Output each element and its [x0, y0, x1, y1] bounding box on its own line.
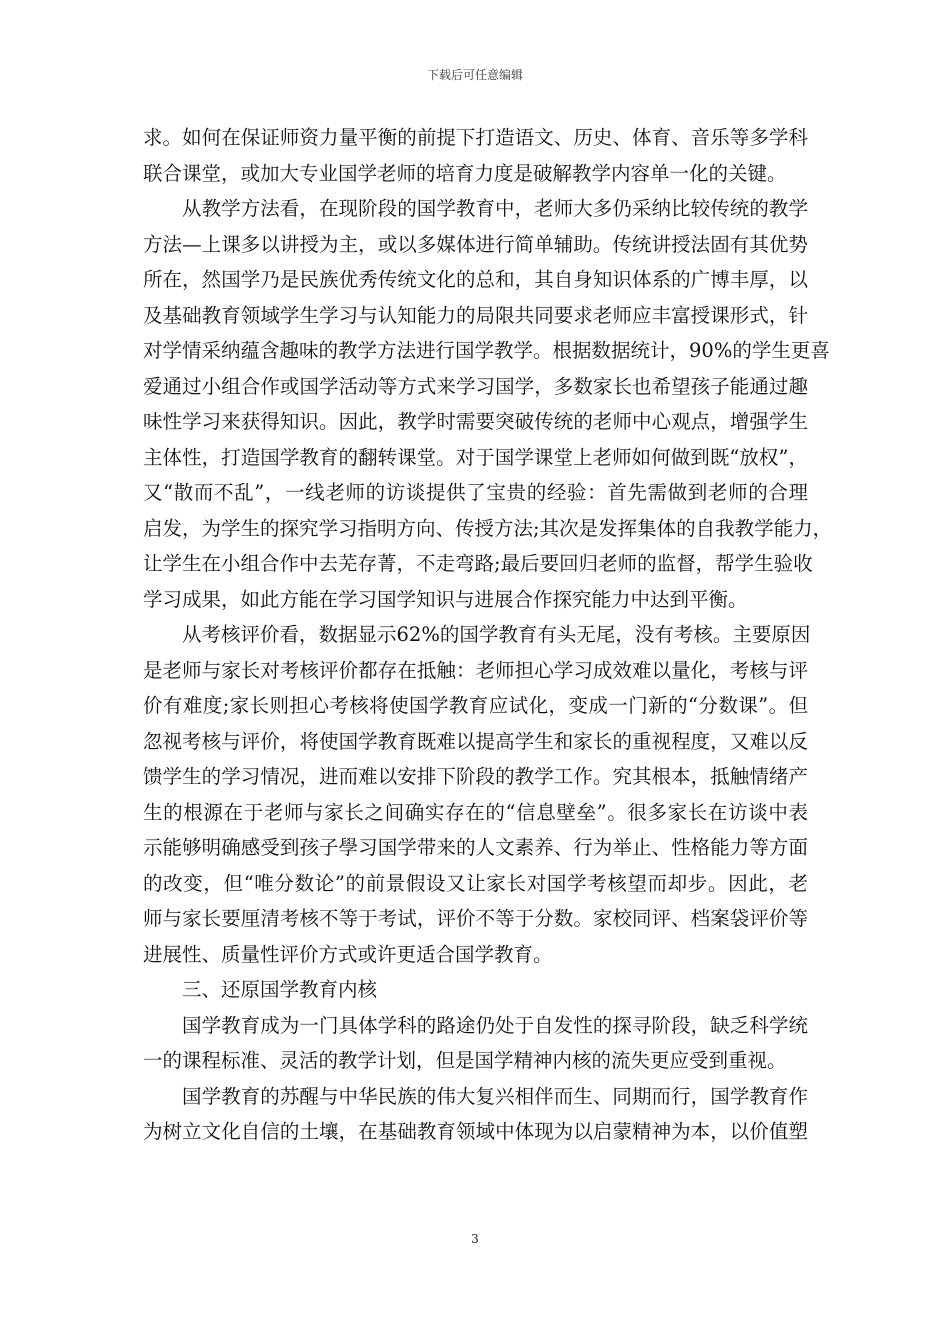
text-line: 的改变，但“唯分数论”的前景假设又让家长对国学考核望而却步。因此，老	[143, 871, 808, 895]
text-line: 主体性，打造国学教育的翻转课堂。对于国学课堂上老师如何做到既“放权”，	[143, 445, 808, 469]
text-line: 味性学习来获得知识。因此，教学时需要突破传统的老师中心观点，增强学生	[143, 410, 808, 433]
text-line: 进展性、质量性评价方式或许更适合国学教育。	[143, 942, 553, 966]
text-line: 所在，然国学乃是民族优秀传统文化的总和，其自身知识体系的广博丰厚，以	[143, 268, 808, 291]
text-line: 国学教育成为一门具体学科的路途仍处于自发性的探寻阶段，缺乏科学统	[182, 1013, 808, 1037]
text-line: 价有难度;家长则担心考核将使国学教育应试化，变成一门新的“分数课”。但	[143, 694, 808, 717]
text-line: 馈学生的学习情况，进而难以安排下阶段的教学工作。究其根本，抵触情绪产	[143, 765, 808, 788]
text-line: 忽视考核与评价，将使国学教育既难以提高学生和家长的重视程度，又难以反	[143, 729, 808, 753]
text-line: 示能够明确感受到孩子學习国学带来的人文素养、行为举止、性格能力等方面	[143, 836, 808, 859]
page-number: 3	[471, 1232, 479, 1246]
text-line: 爱通过小组合作或国学活动等方式来学习国学，多数家长也希望孩子能通过趣	[143, 374, 808, 398]
text-line: 让学生在小组合作中去芜存菁，不走弯路;最后要回归老师的监督，帮学生验收	[143, 552, 813, 575]
text-line: 为树立文化自信的土壤，在基础教育领域中体现为以启蒙精神为本，以价值塑	[143, 1120, 808, 1143]
text-line: 学习成果，如此方能在学习国学知识与进展合作探究能力中达到平衡。	[143, 587, 748, 611]
text-line: 方法—上课多以讲授为主，或以多媒体进行简单辅助。传统讲授法固有其优势	[143, 232, 808, 256]
document-body	[143, 120, 833, 1150]
text-line: 国学教育的苏醒与中华民族的伟大复兴相伴而生、同期而行，国学教育作	[182, 1084, 808, 1108]
text-line: 三、还原国学教育内核	[182, 978, 378, 1001]
text-line: 启发，为学生的探究学习指明方向、传授方法;其次是发挥集体的自我教学能力，	[143, 516, 833, 540]
text-line: 求。如何在保证师资力量平衡的前提下打造语文、历史、体育、音乐等多学科	[143, 126, 808, 149]
text-line: 对学情采纳蕴含趣味的教学方法进行国学教学。根据数据统计，90%的学生更喜	[143, 339, 830, 362]
page-header: 下载后可任意编辑	[426, 68, 523, 82]
text-line: 一的课程标准、灵活的教学计划，但是国学精神内核的流失更应受到重视。	[143, 1049, 787, 1072]
text-line: 及基础教育领域学生学习与认知能力的局限共同要求老师应丰富授课形式，针	[143, 303, 808, 327]
text-line: 从考核评价看，数据显示62%的国学教育有头无尾，没有考核。主要原因	[182, 623, 811, 646]
text-line: 是老师与家长对考核评价都存在抵触：老师担心学习成效难以量化，考核与评	[143, 658, 808, 682]
text-line: 又“散而不乱”，一线老师的访谈提供了宝贵的经验：首先需做到老师的合理	[143, 481, 808, 504]
text-line: 联合课堂，或加大专业国学老师的培育力度是破解教学内容单一化的关键。	[143, 161, 787, 185]
text-line: 生的根源在于老师与家长之间确实存在的“信息壁垒”。很多家长在访谈中表	[143, 800, 808, 824]
text-line: 从教学方法看，在现阶段的国学教育中，老师大多仍采纳比较传统的教学	[182, 197, 808, 220]
text-line: 师与家长要厘清考核不等于考试，评价不等于分数。家校同评、档案袋评价等	[143, 907, 808, 930]
